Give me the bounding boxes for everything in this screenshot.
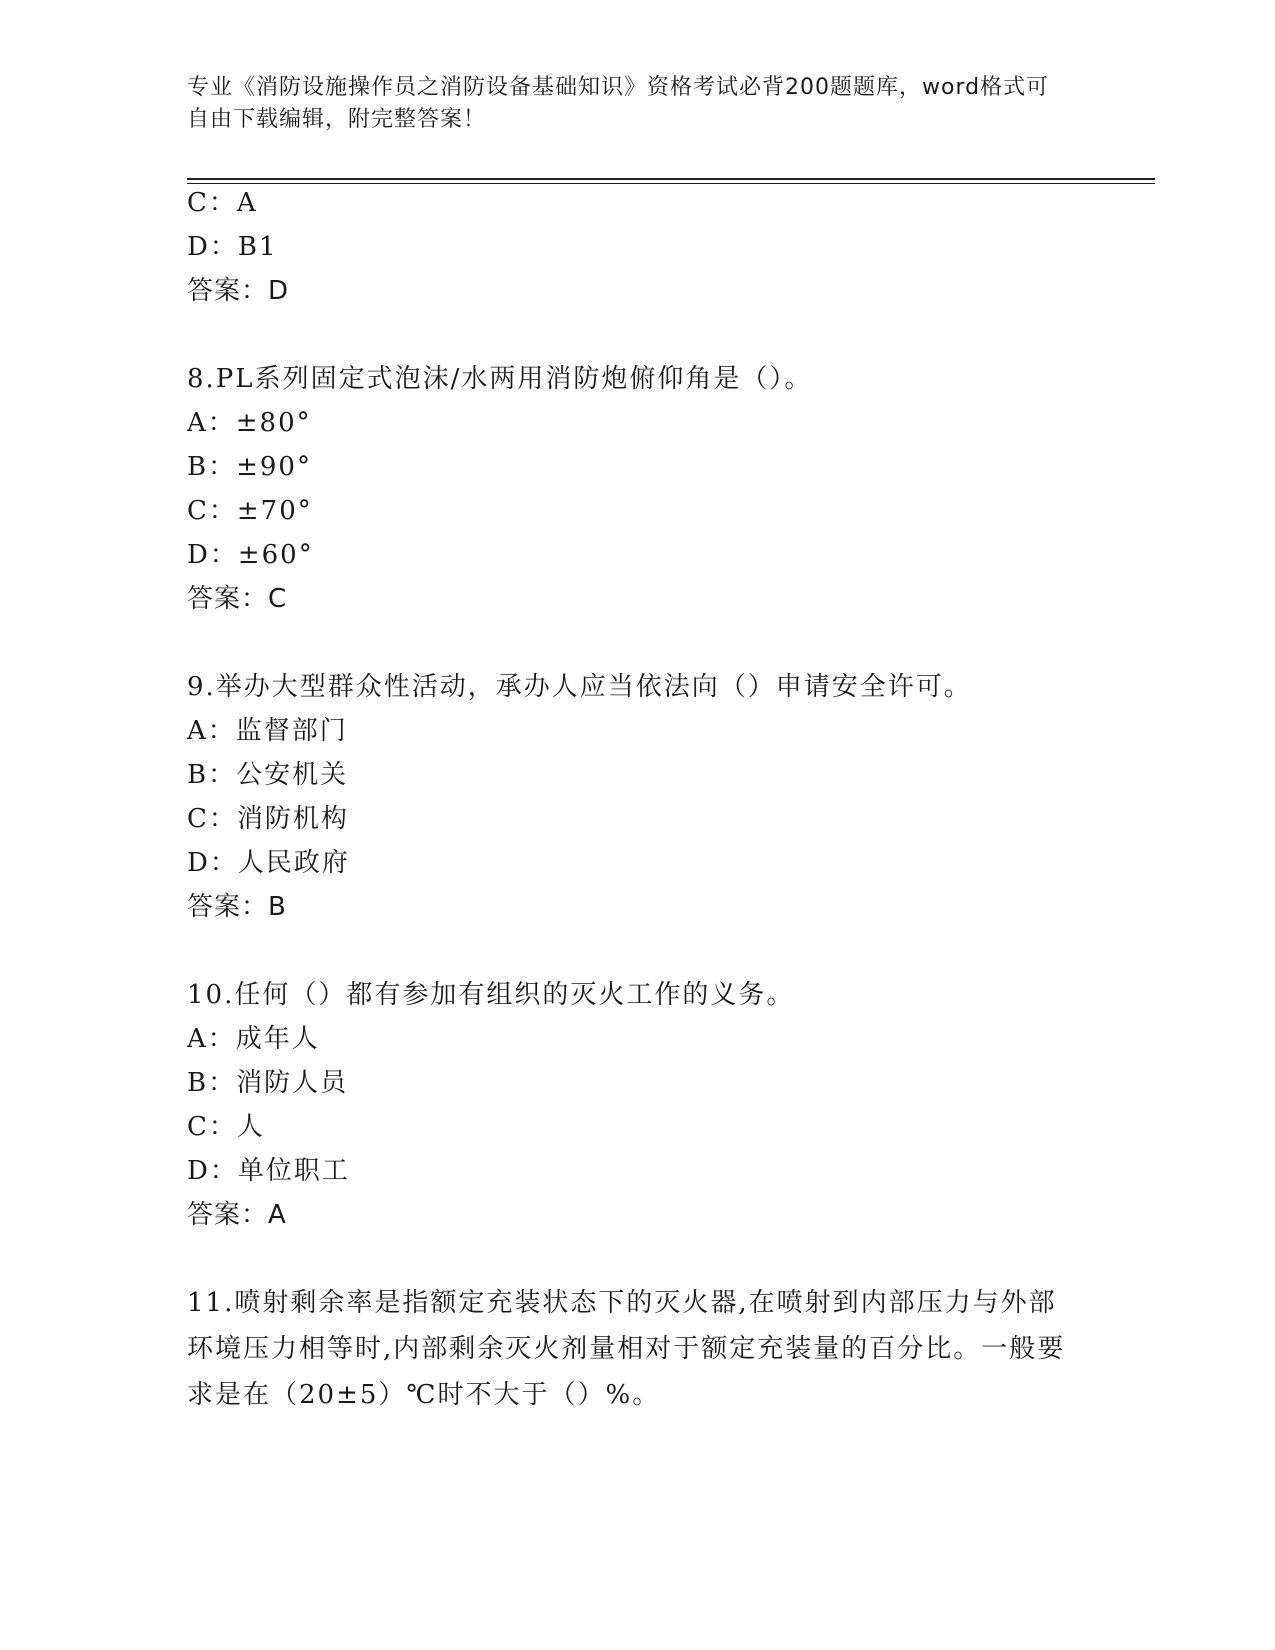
option-d: D：B1 [187, 232, 278, 262]
option-b: B：±90° [187, 452, 312, 482]
document-header: 专业《消防设施操作员之消防设备基础知识》资格考试必背200题题库，word格式可自由下载编辑，附完整答案！ [187, 75, 1050, 132]
option-b: B：公安机关 [187, 760, 349, 790]
question-stem: 8.PL系列固定式泡沫/水两用消防炮俯仰角是（）。 [187, 364, 813, 394]
answer-label: 答案：B [187, 892, 287, 922]
option-c: C：人 [187, 1112, 265, 1142]
option-c: C：消防机构 [187, 804, 349, 834]
header-divider-thick [187, 178, 1155, 180]
option-d: D：人民政府 [187, 848, 350, 878]
answer-label: 答案：D [187, 276, 290, 306]
answer-label: 答案：A [187, 1200, 287, 1230]
option-c: C：±70° [187, 496, 313, 526]
option-a: A：成年人 [187, 1024, 320, 1054]
answer-label: 答案：C [187, 584, 288, 614]
option-b: B：消防人员 [187, 1068, 349, 1098]
question-stem: 9.举办大型群众性活动，承办人应当依法向（）申请安全许可。 [187, 672, 972, 702]
question-stem: 10.任何（）都有参加有组织的灭火工作的义务。 [187, 980, 795, 1010]
option-d: D：单位职工 [187, 1156, 350, 1186]
option-a: A：±80° [187, 408, 312, 438]
question-stem: 11.喷射剩余率是指额定充装状态下的灭火器,在喷射到内部压力与外部环境压力相等时,内部剩余灭火剂量相对于额定充装量的百分比。一般要求是在（20±5）℃时不大于（）%。 [187, 1288, 1066, 1410]
option-c: C：A [187, 188, 258, 218]
header-divider-thin [187, 183, 1155, 184]
option-d: D：±60° [187, 540, 314, 570]
option-a: A：监督部门 [187, 716, 348, 746]
